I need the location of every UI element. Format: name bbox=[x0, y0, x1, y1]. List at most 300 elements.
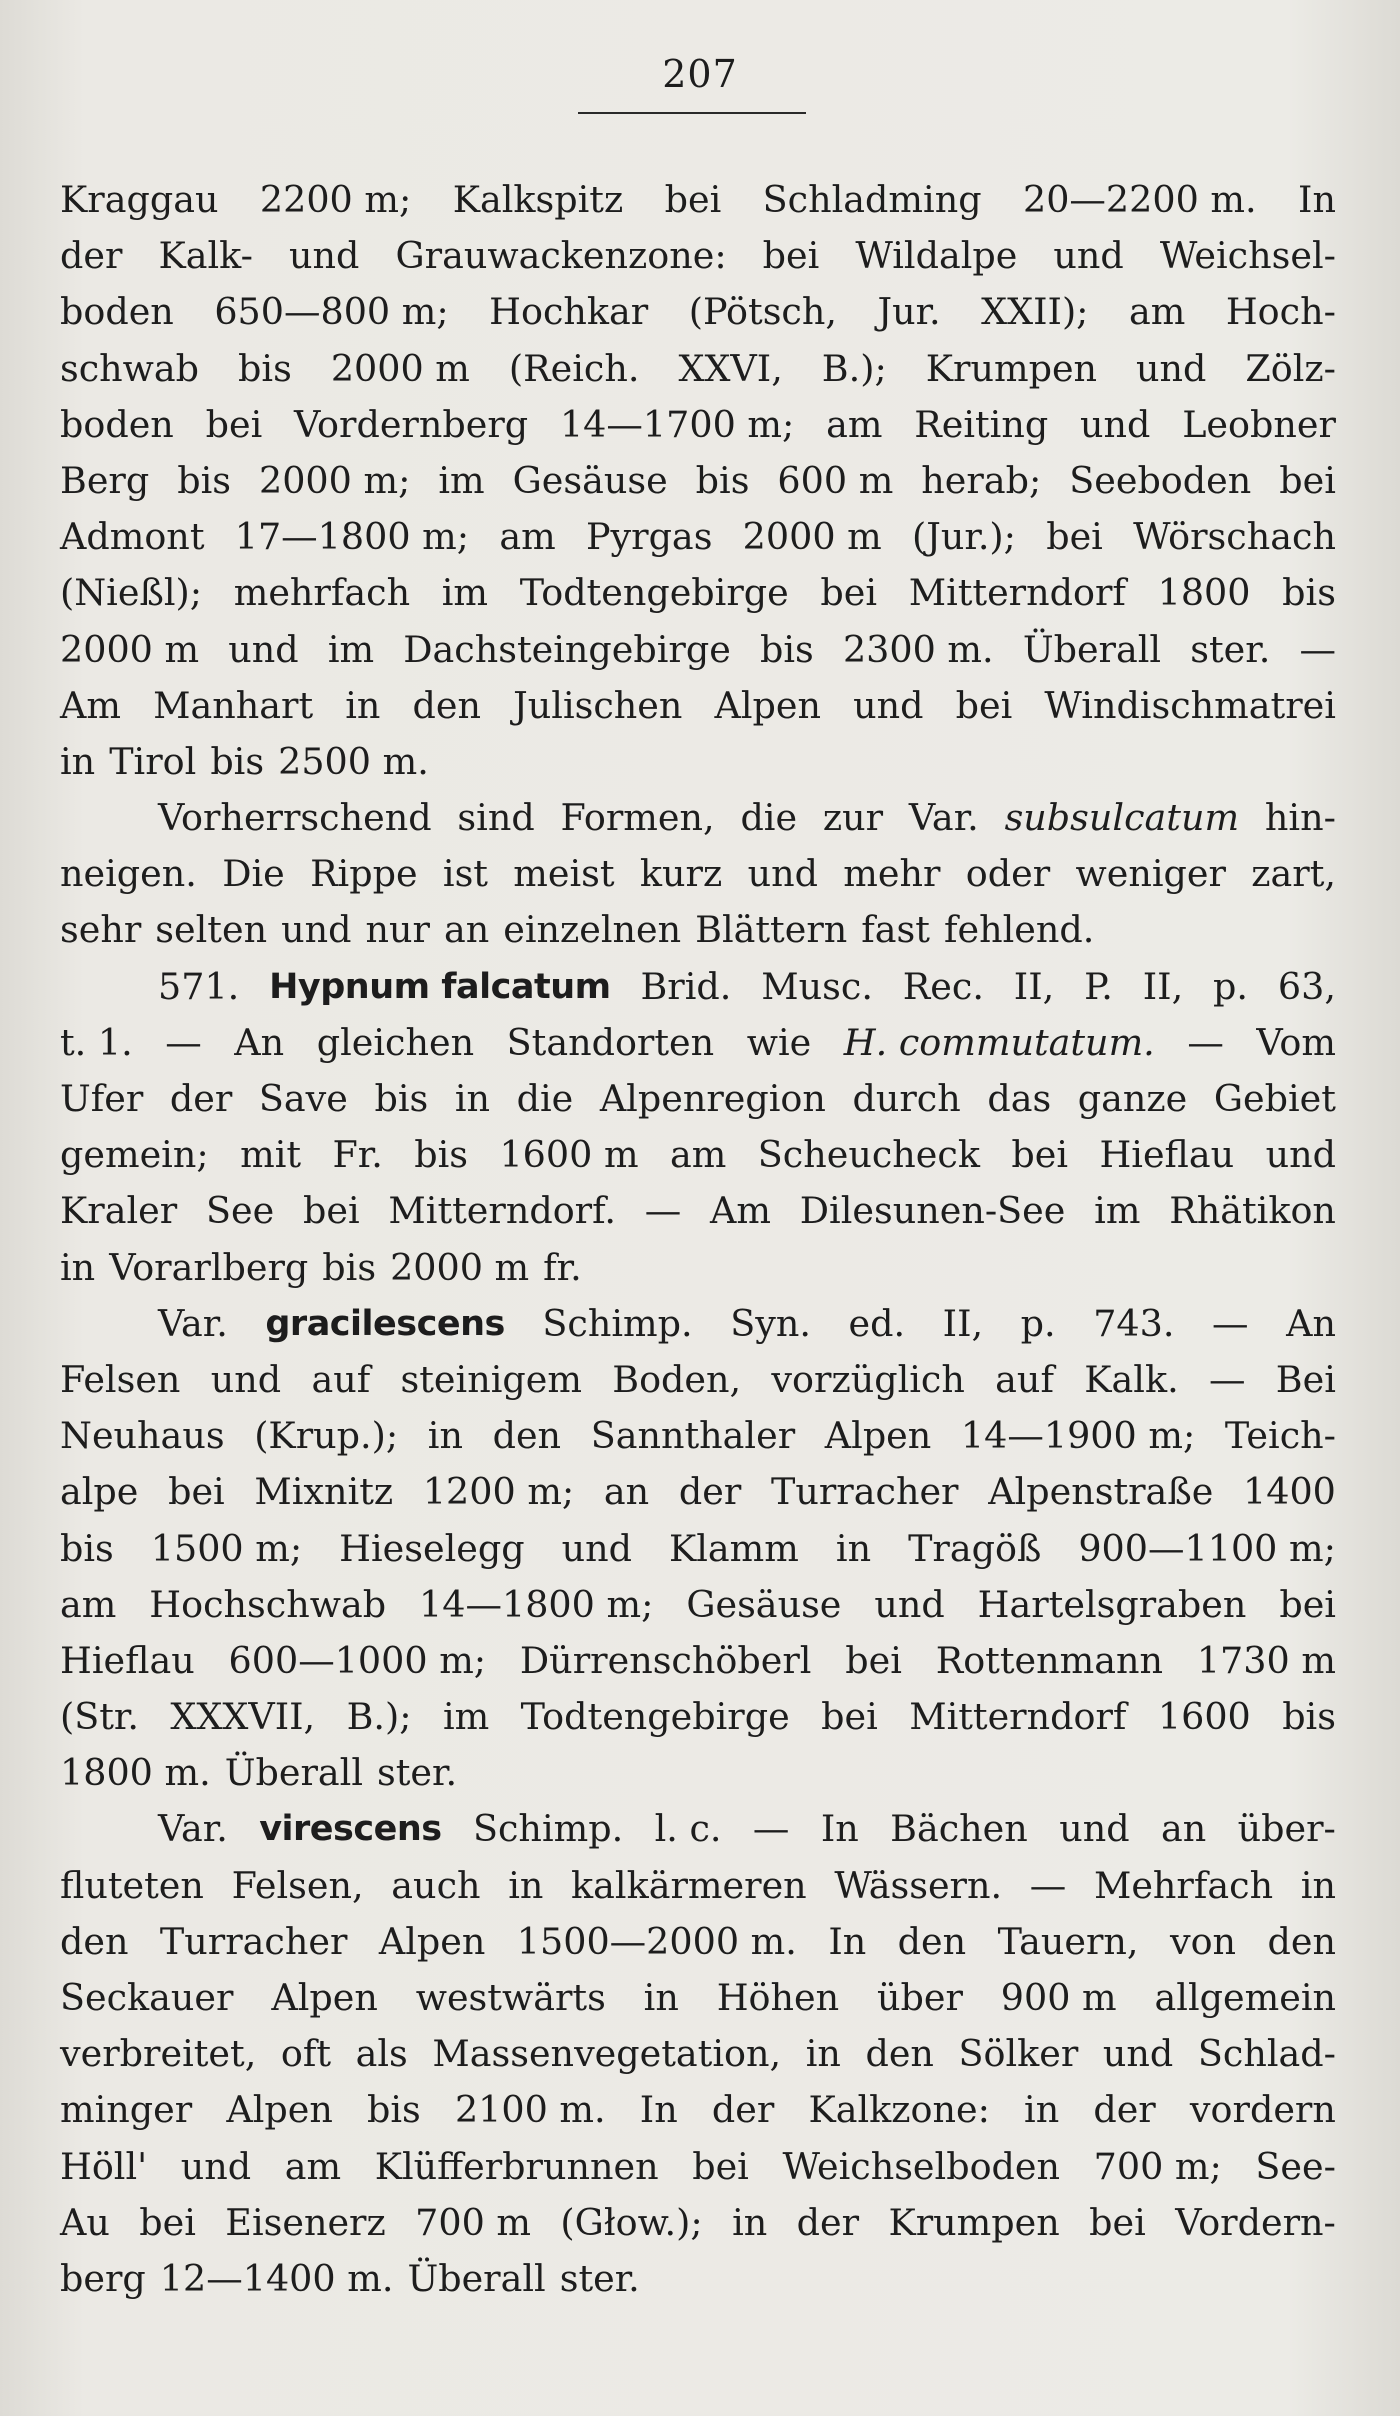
word: — bbox=[165, 1020, 202, 1064]
word: (Krup.); bbox=[254, 1414, 399, 1458]
word: — bbox=[1029, 1863, 1067, 1907]
word: (Str. bbox=[60, 1695, 139, 1739]
word: den bbox=[865, 2032, 934, 2076]
text-line bbox=[60, 341, 1336, 397]
word: Ufer bbox=[60, 1077, 144, 1120]
word: bis bbox=[1282, 571, 1336, 615]
word: die bbox=[516, 1077, 574, 1120]
text-line bbox=[60, 1127, 1336, 1183]
word: und bbox=[1059, 1807, 1130, 1851]
word: im bbox=[441, 571, 489, 615]
word: in bbox=[835, 1526, 872, 1570]
word: Hochkar bbox=[489, 290, 649, 334]
word: Todtengebirge bbox=[520, 1695, 790, 1739]
word: berg bbox=[60, 2256, 146, 2300]
word: ster. bbox=[377, 1751, 458, 1795]
word: Überall bbox=[407, 2256, 546, 2300]
word: bis bbox=[1282, 1695, 1336, 1739]
word: durch bbox=[852, 1077, 961, 1120]
word: Hoch- bbox=[1225, 290, 1336, 334]
page-number: 207 bbox=[662, 52, 738, 96]
word: Vordern- bbox=[1175, 2200, 1336, 2244]
text-line bbox=[60, 284, 1336, 340]
word: und bbox=[180, 2144, 252, 2188]
word: ganze bbox=[1077, 1077, 1188, 1120]
word: Jur. bbox=[877, 290, 941, 334]
word: P. bbox=[1084, 964, 1113, 1008]
word: von bbox=[1169, 1919, 1237, 1963]
word: 14—1700 m; bbox=[559, 402, 795, 446]
word: im bbox=[438, 458, 485, 502]
word: Dilesunen-See bbox=[799, 1189, 1066, 1233]
species-name: Hypnum falcatum bbox=[269, 966, 611, 1007]
word: Kraggau bbox=[60, 178, 219, 221]
text-line bbox=[60, 734, 1336, 790]
word: Teich- bbox=[1224, 1414, 1336, 1458]
word: Var. bbox=[158, 1301, 228, 1345]
word: bis bbox=[695, 458, 750, 502]
word: und bbox=[874, 1582, 945, 1626]
word: 600—1000 m; bbox=[228, 1638, 487, 1682]
word: 900 m bbox=[1000, 1976, 1117, 2019]
word: in bbox=[805, 2032, 841, 2076]
word: Vorarlberg bbox=[109, 1245, 309, 1289]
word: auch bbox=[391, 1863, 481, 1907]
word: am bbox=[499, 515, 556, 559]
word: p. bbox=[1213, 964, 1249, 1008]
word: wie bbox=[746, 1020, 812, 1064]
word: vordern bbox=[1189, 2088, 1336, 2132]
word: bei bbox=[1279, 458, 1336, 502]
word: Scheucheck bbox=[757, 1133, 980, 1177]
word: Vom bbox=[1256, 1020, 1336, 1064]
word: Au bbox=[60, 2200, 110, 2244]
word: den bbox=[492, 1414, 562, 1458]
word: Krumpen bbox=[925, 346, 1098, 390]
word: in bbox=[732, 2200, 768, 2244]
word: Wörschach bbox=[1133, 515, 1336, 559]
word: im bbox=[327, 627, 375, 671]
word: Schladming bbox=[762, 178, 982, 221]
word: II, bbox=[942, 1301, 984, 1345]
text-line bbox=[60, 1408, 1336, 1464]
word: Reiting bbox=[914, 402, 1049, 446]
word: Pyrgas bbox=[585, 515, 713, 559]
text-line bbox=[60, 1183, 1336, 1239]
word: Schlad- bbox=[1197, 2032, 1336, 2076]
word: in bbox=[60, 1245, 96, 1289]
word: Klamm bbox=[668, 1526, 799, 1570]
word: bei bbox=[205, 402, 263, 446]
word: in bbox=[1024, 2088, 1060, 2132]
word: Tauern, bbox=[997, 1919, 1139, 1963]
word: H. commutatum. bbox=[843, 1020, 1155, 1064]
word: bis bbox=[414, 1133, 469, 1177]
text-line bbox=[60, 1633, 1336, 1689]
word: 743. bbox=[1093, 1301, 1175, 1345]
word: den bbox=[897, 1919, 967, 1963]
word: gleichen bbox=[316, 1020, 475, 1064]
word: Julischen bbox=[513, 683, 683, 727]
word: selten bbox=[155, 908, 268, 952]
word: t. 1. bbox=[60, 1020, 133, 1064]
word: der bbox=[1093, 2088, 1156, 2132]
word: bis bbox=[177, 458, 231, 502]
word: Kalkzone: bbox=[808, 2088, 990, 2132]
word: Kalkspitz bbox=[452, 178, 624, 221]
text-line bbox=[60, 1577, 1336, 1633]
word: am bbox=[1128, 290, 1186, 334]
word: in bbox=[454, 1077, 491, 1120]
header-rule bbox=[578, 112, 806, 114]
word: — bbox=[1299, 627, 1336, 671]
word: über bbox=[877, 1976, 963, 2019]
word: verbreitet, bbox=[60, 2032, 257, 2076]
word: Gebiet bbox=[1213, 1077, 1336, 1120]
word: 1800 bbox=[1157, 571, 1251, 615]
word: (Nießl); bbox=[60, 571, 203, 615]
word: hin- bbox=[1264, 796, 1336, 840]
word: bei bbox=[1279, 1582, 1336, 1626]
word: minger bbox=[60, 2088, 193, 2132]
word: und bbox=[281, 908, 352, 952]
word: die bbox=[740, 796, 798, 840]
word: am bbox=[669, 1133, 727, 1177]
word: Klüfferbrunnen bbox=[374, 2144, 659, 2188]
word: Bächen bbox=[890, 1807, 1028, 1851]
word: 571. bbox=[158, 964, 240, 1008]
word: weniger bbox=[1075, 852, 1226, 896]
word: In bbox=[828, 1919, 867, 1963]
word: bis bbox=[374, 1077, 429, 1120]
word: 2100 m. bbox=[454, 2088, 606, 2132]
word: Rec. bbox=[902, 964, 984, 1008]
word: in bbox=[60, 739, 96, 783]
word: Überall bbox=[224, 1751, 364, 1795]
word: Krumpen bbox=[888, 2200, 1060, 2244]
word: Alpen bbox=[714, 683, 822, 727]
word: Admont bbox=[60, 515, 205, 559]
word: Kraler bbox=[60, 1189, 178, 1233]
word: bis bbox=[210, 739, 265, 783]
word: bei bbox=[168, 1470, 225, 1514]
word: Am bbox=[60, 683, 121, 727]
word: Hieflau bbox=[1099, 1133, 1235, 1177]
word: Berg bbox=[60, 458, 150, 502]
word: — bbox=[1208, 1357, 1246, 1401]
word: 2000 m bbox=[60, 627, 200, 671]
word: 2500 m. bbox=[278, 739, 429, 783]
word: 20—2200 m. bbox=[1022, 178, 1257, 221]
word: Mitterndorf. bbox=[388, 1189, 616, 1233]
word: See bbox=[205, 1189, 275, 1233]
word: 14—1900 m; bbox=[960, 1414, 1196, 1458]
word: 2000 m bbox=[390, 1245, 530, 1289]
word: 700 m; bbox=[1093, 2144, 1222, 2188]
word: und bbox=[1265, 1133, 1336, 1177]
word: 1730 m bbox=[1196, 1638, 1336, 1682]
word: Zölz- bbox=[1245, 346, 1336, 390]
word: Felsen bbox=[60, 1357, 181, 1401]
word: boden bbox=[60, 402, 174, 446]
text-line bbox=[60, 509, 1336, 565]
text-line bbox=[60, 453, 1336, 509]
word: 1800 m. bbox=[60, 1751, 211, 1795]
word: am bbox=[826, 402, 883, 446]
word: und bbox=[747, 852, 818, 896]
word: Boden, bbox=[612, 1357, 742, 1401]
word: Save bbox=[258, 1077, 348, 1120]
word: zart, bbox=[1251, 852, 1336, 896]
word: Wässern. bbox=[834, 1863, 1003, 1907]
word: B.); bbox=[821, 346, 887, 390]
word: im bbox=[442, 1695, 490, 1739]
word: Rippe bbox=[310, 852, 418, 896]
word: ster. bbox=[559, 2256, 640, 2300]
word: schwab bbox=[60, 346, 200, 390]
word: meist bbox=[513, 852, 615, 896]
word: auf bbox=[995, 1357, 1054, 1401]
word: Sannthaler bbox=[590, 1414, 796, 1458]
text-line bbox=[60, 2251, 1336, 2307]
word: Höll' bbox=[60, 2144, 148, 2188]
word: alpe bbox=[60, 1470, 139, 1514]
word: — bbox=[1187, 1020, 1224, 1064]
word: 700 m bbox=[415, 2200, 532, 2244]
word: bis bbox=[760, 627, 814, 671]
word: Gesäuse bbox=[686, 1582, 842, 1626]
word: Bei bbox=[1275, 1357, 1336, 1401]
word: Schimp. bbox=[542, 1301, 693, 1345]
text-line bbox=[60, 1071, 1336, 1127]
word: Sölker bbox=[958, 2032, 1079, 2076]
word: II, bbox=[1142, 964, 1184, 1008]
word: Alpen bbox=[226, 2088, 333, 2132]
word: bei bbox=[1011, 1133, 1069, 1177]
body-text bbox=[60, 172, 1336, 2307]
word: 2000 m bbox=[742, 515, 882, 559]
word: (Jur.); bbox=[912, 515, 1016, 559]
word: In bbox=[1298, 178, 1336, 221]
word: Fr. bbox=[332, 1133, 383, 1177]
word: an bbox=[603, 1470, 650, 1514]
word: An bbox=[234, 1020, 285, 1064]
word: Rhätikon bbox=[1169, 1189, 1336, 1233]
text-line bbox=[60, 2139, 1336, 2195]
word: bei bbox=[302, 1189, 360, 1233]
word: Tragöß bbox=[908, 1526, 1042, 1570]
word: der bbox=[169, 1077, 233, 1120]
word: 1500—2000 m. bbox=[516, 1919, 797, 1963]
word: steinigem bbox=[400, 1357, 582, 1401]
word: und bbox=[1080, 402, 1151, 446]
word: 2000 m bbox=[330, 346, 470, 390]
word: boden bbox=[60, 290, 174, 334]
word: 1200 m; bbox=[422, 1470, 575, 1514]
word: einzelnen bbox=[503, 908, 682, 952]
word: der bbox=[678, 1470, 742, 1514]
word: Windischmatrei bbox=[1044, 683, 1336, 727]
word: mehrfach bbox=[233, 571, 411, 615]
word: bei bbox=[664, 178, 722, 221]
word: Syn. bbox=[730, 1301, 811, 1345]
word: 63, bbox=[1277, 964, 1336, 1008]
word: ed. bbox=[848, 1301, 906, 1345]
word: das bbox=[987, 1077, 1052, 1120]
word: Die bbox=[222, 852, 285, 896]
word: Eisenerz bbox=[225, 2200, 386, 2244]
text-line bbox=[60, 228, 1336, 284]
word: Überall bbox=[1022, 627, 1162, 671]
word: (Głow.); bbox=[560, 2200, 703, 2244]
word: Hieselegg bbox=[339, 1526, 525, 1570]
word: Standorten bbox=[506, 1020, 715, 1064]
word: in bbox=[345, 683, 381, 727]
word: Seckauer bbox=[60, 1976, 234, 2019]
word: l. c. bbox=[654, 1807, 722, 1851]
word: Turracher bbox=[159, 1919, 348, 1963]
word: in bbox=[1300, 1863, 1336, 1907]
word: bei bbox=[820, 571, 878, 615]
word: XXVI, bbox=[678, 346, 783, 390]
word: Wildalpe bbox=[855, 234, 1018, 278]
word: XXII); bbox=[981, 290, 1089, 334]
text-line bbox=[60, 959, 1336, 1015]
word: In bbox=[820, 1807, 859, 1851]
word: fr. bbox=[543, 1245, 582, 1289]
word: Alpen bbox=[378, 1919, 486, 1963]
word: kalkärmeren bbox=[571, 1863, 807, 1907]
word: Mixnitz bbox=[254, 1470, 394, 1514]
word: bis bbox=[322, 1245, 377, 1289]
word: und bbox=[561, 1526, 632, 1570]
word: Vordernberg bbox=[294, 402, 529, 446]
word: In bbox=[639, 2088, 678, 2132]
word: An bbox=[1286, 1301, 1336, 1345]
text-line bbox=[60, 902, 1336, 958]
word: in bbox=[508, 1863, 544, 1907]
word: Todtengebirge bbox=[519, 571, 789, 615]
text-line bbox=[60, 2026, 1336, 2082]
word: in bbox=[427, 1414, 463, 1458]
text-line bbox=[60, 622, 1336, 678]
word: Mitterndorf bbox=[908, 571, 1126, 615]
word: Mehrfach bbox=[1093, 1863, 1274, 1907]
word: bei bbox=[692, 2144, 749, 2188]
text-line bbox=[60, 1970, 1336, 2026]
word: Alpen bbox=[824, 1414, 932, 1458]
word: der bbox=[796, 2200, 860, 2244]
word: Brid. bbox=[640, 964, 732, 1008]
word: ist bbox=[442, 852, 488, 896]
word: 1600 bbox=[1157, 1695, 1251, 1739]
word: Höhen bbox=[716, 1976, 840, 2019]
text-line bbox=[60, 846, 1336, 902]
word: und bbox=[853, 683, 924, 727]
word: und bbox=[1053, 234, 1124, 278]
word: Var. bbox=[908, 796, 979, 840]
word: der bbox=[60, 234, 123, 278]
word: Weichsel- bbox=[1159, 234, 1336, 278]
word: bei bbox=[1046, 515, 1103, 559]
word: 650—800 m; bbox=[214, 290, 449, 334]
word: Hieflau bbox=[60, 1638, 195, 1682]
species-name: virescens bbox=[259, 1809, 442, 1850]
text-line bbox=[60, 1914, 1336, 1970]
word: subsulcatum bbox=[1004, 796, 1240, 840]
word: bis bbox=[238, 346, 292, 390]
word: den bbox=[60, 1919, 129, 1963]
word: den bbox=[1267, 1919, 1336, 1963]
word: fehlend. bbox=[943, 908, 1095, 952]
word: Blättern bbox=[695, 908, 848, 952]
word: am bbox=[284, 2144, 342, 2188]
word: Schimp. bbox=[472, 1807, 624, 1851]
word: in bbox=[643, 1976, 679, 2019]
text-line bbox=[60, 565, 1336, 621]
word: II, bbox=[1013, 964, 1055, 1008]
word: zur bbox=[822, 796, 884, 840]
word: 600 m bbox=[777, 458, 894, 502]
word: als bbox=[355, 2032, 408, 2076]
word: an bbox=[1160, 1807, 1207, 1851]
text-line bbox=[60, 1296, 1336, 1352]
text-line bbox=[60, 678, 1336, 734]
word: Leobner bbox=[1182, 402, 1336, 446]
word: (Reich. bbox=[508, 346, 640, 390]
word: nur bbox=[365, 908, 430, 952]
word: Var. bbox=[158, 1807, 228, 1851]
text-line bbox=[60, 1858, 1336, 1914]
text-line bbox=[60, 1745, 1336, 1801]
word: allgemein bbox=[1154, 1976, 1336, 2019]
word: über- bbox=[1237, 1807, 1336, 1851]
word: 2300 m. bbox=[842, 627, 994, 671]
word: am bbox=[60, 1582, 117, 1626]
word: 2200 m; bbox=[259, 178, 412, 221]
word: bis bbox=[60, 1526, 114, 1570]
word: 2000 m; bbox=[258, 458, 411, 502]
word: und bbox=[1102, 2032, 1174, 2076]
word: Grauwackenzone: bbox=[395, 234, 727, 278]
word: Am bbox=[710, 1189, 771, 1233]
word: See- bbox=[1255, 2144, 1336, 2188]
word: oder bbox=[965, 852, 1051, 896]
word: 1500 m; bbox=[150, 1526, 303, 1570]
word: mit bbox=[240, 1133, 302, 1177]
word: Felsen, bbox=[231, 1863, 364, 1907]
word: bei bbox=[762, 234, 820, 278]
word: Weichselboden bbox=[782, 2144, 1061, 2188]
word: kurz bbox=[639, 852, 723, 896]
text-line bbox=[60, 1689, 1336, 1745]
word: der bbox=[711, 2088, 775, 2132]
word: B.); bbox=[346, 1695, 412, 1739]
word: Massenvegetation, bbox=[432, 2032, 782, 2076]
word: Neuhaus bbox=[60, 1414, 225, 1458]
word: bei bbox=[821, 1695, 878, 1739]
word: an bbox=[443, 908, 490, 952]
word: bei bbox=[139, 2200, 196, 2244]
word: Kalk- bbox=[158, 234, 253, 278]
word: vorzüglich bbox=[771, 1357, 965, 1401]
word: 12—1400 m. bbox=[159, 2256, 394, 2300]
word: Gesäuse bbox=[512, 458, 668, 502]
word: westwärts bbox=[415, 1976, 606, 2019]
word: 1400 bbox=[1243, 1470, 1336, 1514]
word: und bbox=[228, 627, 299, 671]
text-line bbox=[60, 1464, 1336, 1520]
